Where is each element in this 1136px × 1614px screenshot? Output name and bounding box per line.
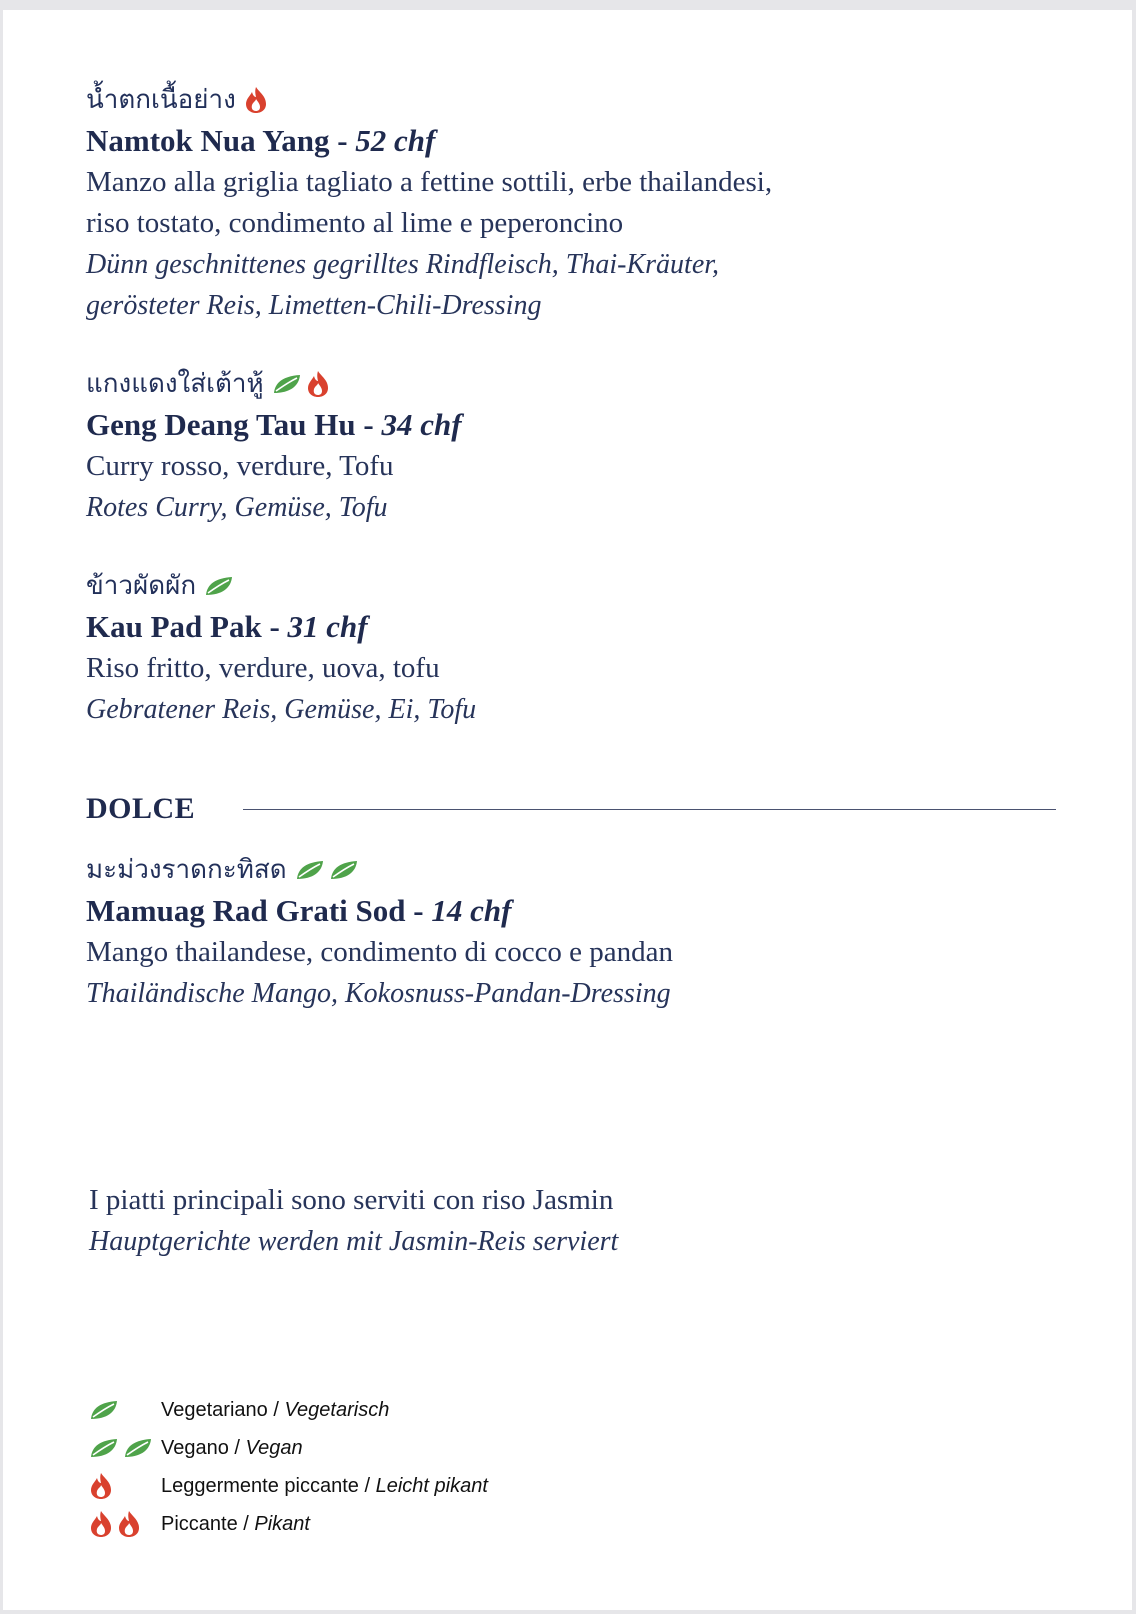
legend-label-italian: Vegetariano (161, 1398, 268, 1421)
leaf-icon (89, 1437, 119, 1459)
dish-title (86, 606, 986, 648)
legend-icons (89, 1510, 161, 1538)
dish-thai-name-row (86, 850, 986, 890)
dish-icons (204, 575, 234, 597)
legend-separator: / (237, 1512, 255, 1535)
dish-thai-name-row (86, 80, 986, 120)
dish-price: 14 chf (431, 893, 512, 928)
dish-thai-name-row (86, 566, 986, 606)
legend-label (161, 1475, 488, 1498)
dish-name: Namtok Nua Yang (86, 123, 330, 158)
dish-italian-line: Mango thailandese, condimento di cocco e pandan (86, 936, 674, 968)
chili-icon (89, 1472, 113, 1500)
dish-kau-pad-pak (86, 566, 986, 730)
legend-separator: / (358, 1474, 376, 1497)
dish-price: 52 chf (355, 123, 436, 158)
dish-name: Geng Deang Tau Hu (86, 407, 356, 442)
chili-icon (244, 86, 268, 114)
leaf-icon (272, 373, 302, 395)
legend-label-german: Leicht pikant (375, 1474, 488, 1497)
leaf-icon (89, 1399, 119, 1421)
note-italian: I piatti principali sono serviti con riso Jasmin (89, 1184, 614, 1216)
icon-legend (89, 1391, 488, 1543)
chili-icon (117, 1510, 141, 1538)
legend-row-spicy (89, 1505, 488, 1543)
dish-name: Kau Pad Pak (86, 609, 262, 644)
legend-separator: / (228, 1436, 246, 1459)
legend-icons (89, 1399, 161, 1421)
dish-italian-line: riso tostato, condimento al lime e peperoncino (86, 207, 624, 239)
leaf-icon (329, 859, 359, 881)
dish-icons (244, 86, 268, 114)
price-separator: - (337, 123, 348, 158)
dish-geng-deang-tau-hu (86, 364, 986, 528)
price-separator: - (413, 893, 424, 928)
leaf-icon (295, 859, 325, 881)
dish-german-line: gerösteter Reis, Limetten-Chili-Dressing (86, 290, 542, 321)
legend-label (161, 1437, 303, 1460)
chili-icon (89, 1510, 113, 1538)
legend-label-german: Vegan (245, 1436, 303, 1459)
dish-name: Mamuag Rad Grati Sod (86, 893, 406, 928)
dish-title (86, 890, 986, 932)
legend-label-german: Vegetarisch (284, 1398, 390, 1421)
legend-label-italian: Piccante (161, 1512, 238, 1535)
legend-icons (89, 1437, 161, 1459)
legend-label (161, 1513, 310, 1536)
legend-label (161, 1399, 389, 1422)
dish-thai-name: ข้าวผัดผัก (86, 571, 197, 601)
dish-thai-name: น้ำตกเนื้อย่าง (86, 85, 236, 115)
dish-german-line: Thailändische Mango, Kokosnuss-Pandan-Dressing (86, 978, 671, 1009)
dish-german-line: Rotes Curry, Gemüse, Tofu (86, 492, 388, 523)
dish-german-line: Gebratener Reis, Gemüse, Ei, Tofu (86, 694, 477, 725)
price-separator: - (269, 609, 280, 644)
dish-title (86, 120, 986, 162)
leaf-icon (204, 575, 234, 597)
dish-namtok-nua-yang (86, 80, 986, 326)
dish-thai-name: มะม่วงราดกะทิสด (86, 855, 287, 885)
dish-thai-name: แกงแดงใส่เต้าหู้ (86, 369, 264, 399)
legend-label-german: Pikant (254, 1512, 310, 1535)
legend-label-italian: Leggermente piccante (161, 1474, 359, 1497)
legend-row-vegetarian (89, 1391, 488, 1429)
legend-separator: / (267, 1398, 285, 1421)
dish-thai-name-row (86, 364, 986, 404)
legend-row-vegan (89, 1429, 488, 1467)
dish-mamuag-rad-grati-sod (86, 850, 986, 1014)
dish-icons (272, 370, 330, 398)
section-title: DOLCE (86, 792, 196, 825)
legend-icons (89, 1472, 161, 1500)
legend-row-mild-spicy (89, 1467, 488, 1505)
chili-icon (306, 370, 330, 398)
rice-note (89, 1180, 618, 1262)
dish-icons (295, 859, 359, 881)
section-divider (243, 809, 1056, 810)
dish-price: 31 chf (287, 609, 368, 644)
section-dolce-header (86, 792, 1056, 826)
dish-italian-line: Riso fritto, verdure, uova, tofu (86, 652, 440, 684)
menu-page (3, 10, 1132, 1610)
dish-italian-line: Manzo alla griglia tagliato a fettine sottili, erbe thailandesi, (86, 166, 773, 198)
dish-price: 34 chf (381, 407, 462, 442)
leaf-icon (123, 1437, 153, 1459)
legend-label-italian: Vegano (161, 1436, 229, 1459)
dish-italian-line: Curry rosso, verdure, Tofu (86, 450, 394, 482)
dish-title (86, 404, 986, 446)
dish-german-line: Dünn geschnittenes gegrilltes Rindfleisch, Thai-Kräuter, (86, 249, 720, 280)
note-german: Hauptgerichte werden mit Jasmin-Reis serviert (89, 1226, 619, 1257)
price-separator: - (363, 407, 374, 442)
